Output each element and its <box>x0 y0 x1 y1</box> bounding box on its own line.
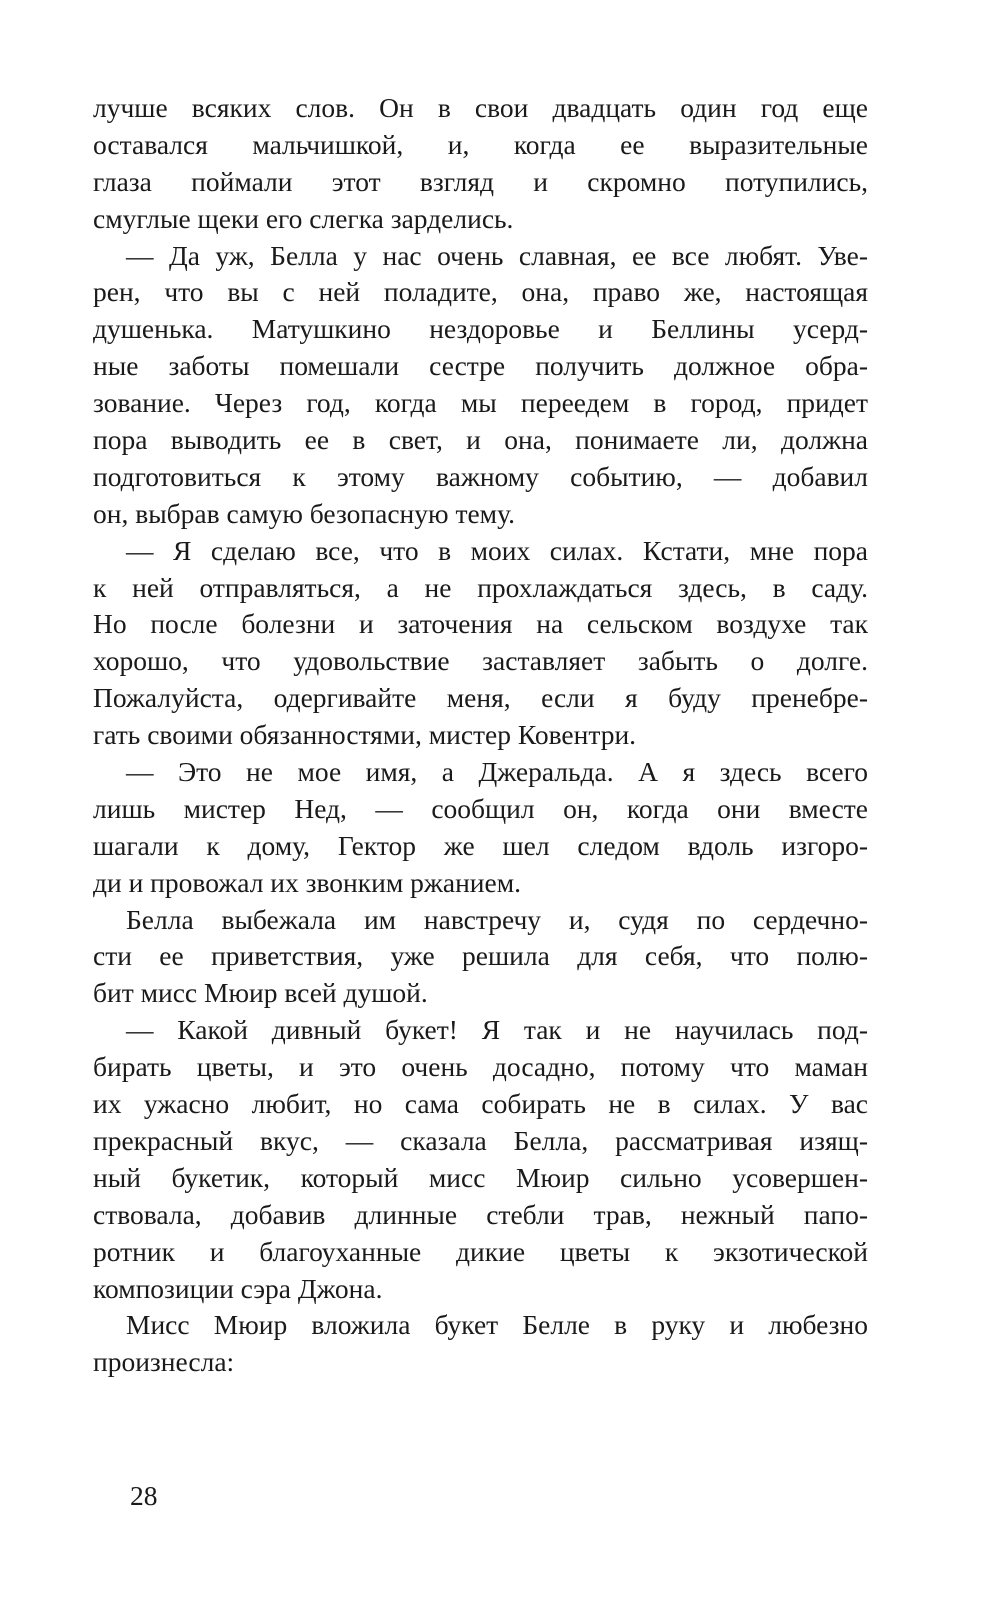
paragraph <box>93 754 868 902</box>
text-line: зование. Через год, когда мы переедем в город, придет <box>93 387 868 419</box>
text-line: душенька. Матушкино нездоровье и Беллины усерд- <box>93 313 868 345</box>
text-line: прекрасный вкус, — сказала Белла, рассматривая изящ- <box>93 1124 868 1156</box>
text-line: Мисс Мюир вложила букет Белле в руку и любезно <box>126 1309 868 1341</box>
text-line: — Да уж, Белла у нас очень славная, ее все любят. Уве- <box>126 239 868 271</box>
text-line: — Это не мое имя, а Джеральда. А я здесь всего <box>126 756 868 788</box>
text-line: бирать цветы, и это очень досадно, потому что маман <box>93 1051 868 1083</box>
text-line: к ней отправляться, а не прохлаждаться здесь, в саду. <box>93 571 868 603</box>
paragraph <box>93 533 868 754</box>
text-line: Пожалуйста, одергивайте меня, если я буду пренебре- <box>93 682 868 714</box>
body-text <box>93 90 868 1381</box>
text-line: — Какой дивный букет! Я так и не научилась под- <box>126 1014 868 1046</box>
text-line: хорошо, что удовольствие заставляет забыть о долге. <box>93 645 868 677</box>
text-line: ный букетик, который мисс Мюир сильно усовершен- <box>93 1161 868 1193</box>
text-line: — Я сделаю все, что в моих силах. Кстати, мне пора <box>126 534 868 566</box>
text-line: смуглые щеки его слегка зарделись. <box>93 202 514 234</box>
text-line: лучше всяких слов. Он в свои двадцать один год еще <box>93 92 868 123</box>
text-line: рен, что вы с ней поладите, она, право же, настоящая <box>93 276 868 308</box>
text-line: оставался мальчишкой, и, когда ее выразительные <box>93 128 868 160</box>
text-line: он, выбрав самую безопасную тему. <box>93 497 515 529</box>
text-line: Но после болезни и заточения на сельском воздухе так <box>93 608 868 640</box>
text-line: ные заботы помешали сестре получить должное обра- <box>93 350 868 382</box>
text-line: ствовала, добавив длинные стебли трав, нежный папо- <box>93 1198 868 1230</box>
text-line: подготовиться к этому важному событию, — добавил <box>93 460 868 492</box>
text-line: композиции сэра Джона. <box>93 1272 383 1304</box>
text-line: гать своими обязанностями, мистер Ковентри. <box>93 719 637 751</box>
text-line: произнесла: <box>93 1346 235 1378</box>
paragraph <box>93 90 868 238</box>
page-number: 28 <box>130 1480 158 1511</box>
text-line: ди и провожал их звонким ржанием. <box>93 866 521 898</box>
text-line: их ужасно любит, но сама собирать не в силах. У вас <box>93 1088 868 1120</box>
text-line: сти ее приветствия, уже решила для себя, что полю- <box>93 940 868 972</box>
text-line: Белла выбежала им навстречу и, судя по сердечно- <box>126 903 868 935</box>
text-line: ротник и благоуханные дикие цветы к экзотической <box>93 1235 868 1267</box>
paragraph <box>93 1307 868 1381</box>
paragraph <box>93 902 868 1013</box>
text-line: бит мисс Мюир всей душой. <box>93 977 428 1009</box>
paragraph <box>93 1012 868 1307</box>
paragraph <box>93 238 868 533</box>
text-line: шагали к дому, Гектор же шел следом вдоль изгоро- <box>93 829 868 861</box>
text-line: глаза поймали этот взгляд и скромно потупились, <box>93 165 868 197</box>
text-line: лишь мистер Нед, — сообщил он, когда они вместе <box>93 792 868 824</box>
text-line: пора выводить ее в свет, и она, понимаете ли, должна <box>93 424 868 456</box>
